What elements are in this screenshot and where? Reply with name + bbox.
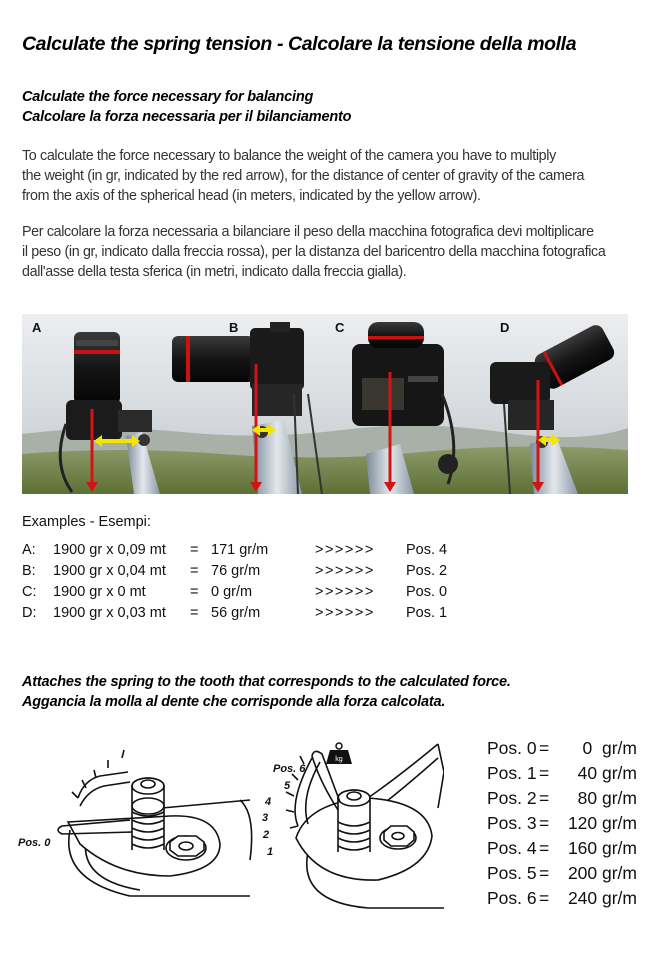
position-row	[487, 838, 647, 863]
panel-label-a: A	[32, 320, 42, 335]
position-value: 80 gr/m	[577, 788, 637, 808]
spring-diagram-pos0	[20, 740, 260, 900]
example-calc: 1900 gr x 0 mt	[53, 584, 146, 600]
section1-heading-en: Calculate the force necessary for balancing	[22, 89, 314, 105]
diagram-right-label-6: Pos. 6	[273, 763, 306, 775]
position-eq: =	[539, 763, 550, 783]
weight-icon-label: kg	[335, 756, 343, 763]
example-pos: Pos. 4	[406, 542, 448, 558]
page-title: Calculate the spring tension - Calcolare la tensione della molla	[22, 33, 577, 55]
example-arrow: >>>>>>	[315, 542, 375, 558]
example-result: 76 gr/m	[211, 563, 261, 579]
example-pos: Pos. 1	[406, 605, 448, 621]
panel-label-c: C	[335, 320, 345, 335]
spring-diagram-pos6	[268, 732, 444, 912]
position-label: Pos. 5	[487, 863, 537, 883]
example-row	[22, 563, 522, 583]
position-label: Pos. 2	[487, 788, 537, 808]
diagram-right-label-5: 5	[284, 780, 291, 792]
example-row	[22, 584, 522, 604]
paragraph-line: from the axis of the spherical head (in meters, indicated by the yellow arrow).	[22, 188, 481, 204]
diagram-right-label-1: 1	[267, 846, 274, 858]
example-pos: Pos. 0	[406, 584, 448, 600]
position-value: 120 gr/m	[567, 813, 637, 833]
position-eq: =	[539, 838, 550, 858]
example-eq: =	[190, 542, 199, 558]
section2-heading-en: Attaches the spring to the tooth that corresponds to the calculated force.	[22, 674, 511, 690]
position-eq: =	[539, 813, 550, 833]
example-result: 0 gr/m	[211, 584, 253, 600]
position-label: Pos. 0	[487, 738, 537, 758]
position-label: Pos. 4	[487, 838, 537, 858]
example-calc: 1900 gr x 0,04 mt	[53, 563, 166, 579]
example-eq: =	[190, 584, 199, 600]
example-letter: D:	[22, 605, 37, 621]
examples-title: Examples - Esempi:	[22, 514, 151, 530]
example-row	[22, 542, 522, 562]
diagram-right-label-4: 4	[265, 796, 272, 808]
weight-icon	[326, 743, 352, 764]
example-pos: Pos. 2	[406, 563, 448, 579]
position-row	[487, 863, 647, 888]
example-calc: 1900 gr x 0,09 mt	[53, 542, 166, 558]
example-arrow: >>>>>>	[315, 563, 375, 579]
diagram-right-label-2: 2	[263, 829, 270, 841]
position-row	[487, 738, 647, 763]
position-value: 200 gr/m	[567, 863, 637, 883]
panel-c	[352, 322, 458, 494]
example-letter: A:	[22, 542, 36, 558]
position-eq: =	[539, 863, 550, 883]
example-eq: =	[190, 563, 199, 579]
example-row	[22, 605, 522, 625]
diagram-right-label-3: 3	[262, 812, 269, 824]
camera-balance-illustration	[22, 314, 628, 494]
panel-label-b: B	[229, 320, 239, 335]
position-row	[487, 813, 647, 838]
example-arrow: >>>>>>	[315, 584, 375, 600]
paragraph-en	[22, 146, 642, 206]
section2-heading-it: Aggancia la molla al dente che corrisponde alla forza calcolata.	[22, 694, 446, 710]
example-letter: B:	[22, 563, 36, 579]
position-table	[487, 738, 647, 913]
section1-heading-it: Calcolare la forza necessaria per il bilanciamento	[22, 109, 352, 125]
example-eq: =	[190, 605, 199, 621]
paragraph-line: Per calcolare la forza necessaria a bilanciare il peso della macchina fotografica devi moltiplicare	[22, 224, 594, 240]
example-calc: 1900 gr x 0,03 mt	[53, 605, 166, 621]
paragraph-line: the weight (in gr, indicated by the red arrow), for the distance of center of gravity of the camera	[22, 168, 585, 184]
position-label: Pos. 3	[487, 813, 537, 833]
position-label: Pos. 1	[487, 763, 537, 783]
position-eq: =	[539, 738, 550, 758]
position-row	[487, 763, 647, 788]
example-letter: C:	[22, 584, 37, 600]
example-result: 56 gr/m	[211, 605, 261, 621]
camera-balance-photo	[22, 314, 628, 494]
paragraph-line: il peso (in gr, indicato dalla freccia rossa), per la distanza del baricentro della macchina fotografica	[22, 244, 606, 260]
example-result: 171 gr/m	[211, 542, 269, 558]
paragraph-line: dall'asse della testa sferica (in metri, indicato dalla freccia gialla).	[22, 264, 407, 280]
position-value: 160 gr/m	[567, 838, 637, 858]
position-row	[487, 788, 647, 813]
position-row	[487, 888, 647, 913]
position-eq: =	[539, 788, 550, 808]
panel-label-d: D	[500, 320, 510, 335]
paragraph-line: To calculate the force necessary to balance the weight of the camera you have to multiply	[22, 148, 556, 164]
position-value: 0 gr/m	[582, 738, 637, 758]
position-eq: =	[539, 888, 550, 908]
position-label: Pos. 6	[487, 888, 537, 908]
paragraph-it	[22, 222, 642, 282]
example-arrow: >>>>>>	[315, 605, 375, 621]
position-value: 240 gr/m	[567, 888, 637, 908]
position-value: 40 gr/m	[577, 763, 637, 783]
diagram-left-label: Pos. 0	[18, 837, 51, 849]
